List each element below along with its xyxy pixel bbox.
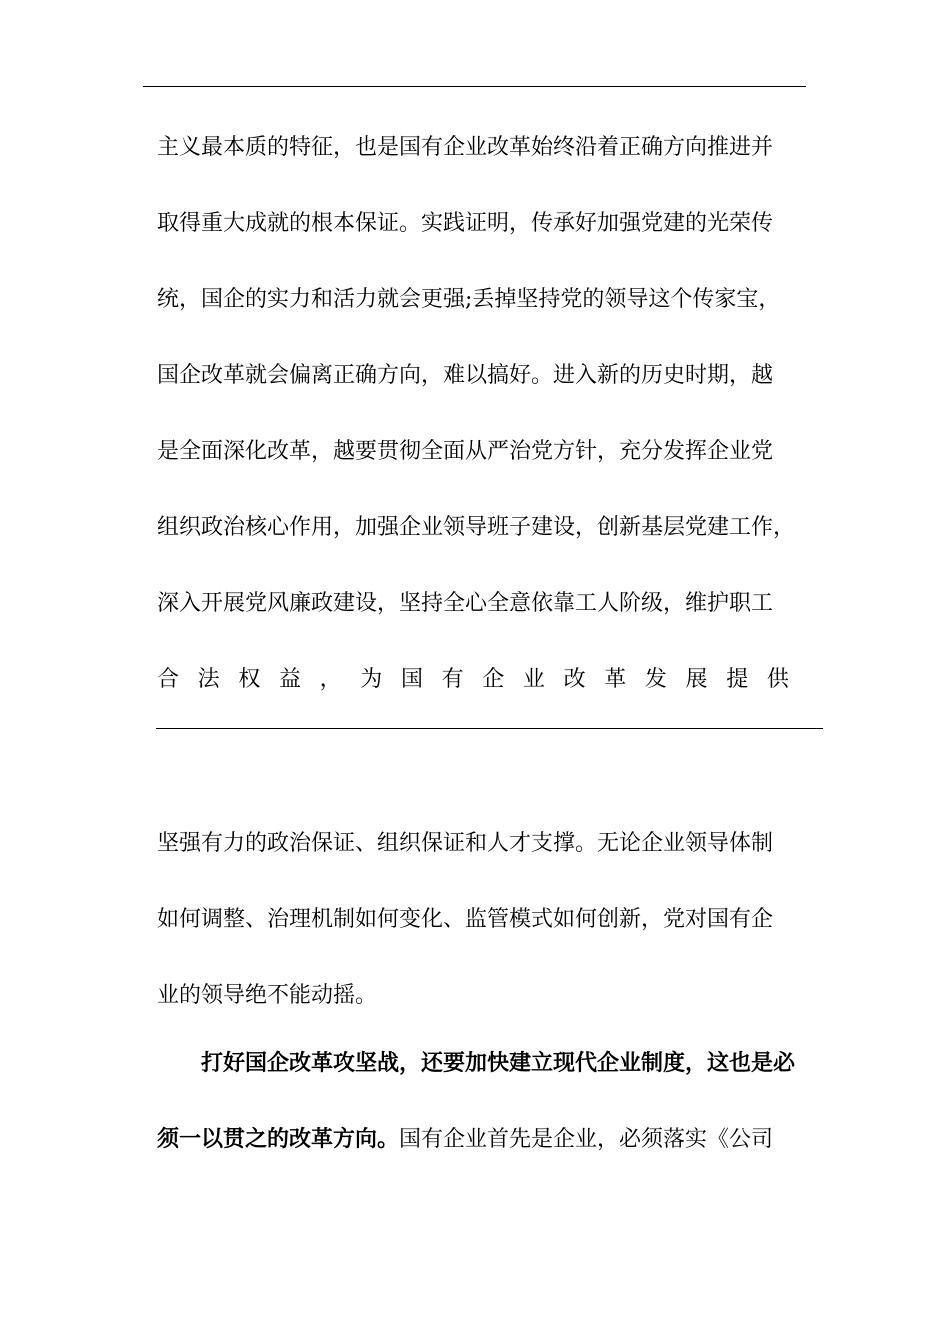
paragraph-line: 坚强有力的政治保证、组织保证和人才支撑。无论企业领导体制 bbox=[157, 831, 774, 856]
justified-char: 供 bbox=[766, 667, 789, 692]
justified-char: 革 bbox=[604, 667, 627, 692]
bold-lead-sentence: 打好国企改革攻坚战，还要加快建立现代企业制度，这也是必 bbox=[201, 1050, 796, 1076]
justified-char: 为 bbox=[360, 667, 383, 692]
paragraph-line: 业的领导绝不能动摇。 bbox=[157, 983, 378, 1008]
justified-char: 国 bbox=[400, 667, 423, 692]
paragraph-line: 深入开展党风廉政建设，坚持全心全意依靠工人阶级，维护职工 bbox=[157, 591, 774, 616]
paragraph-line: 是全面深化改革，越要贯彻全面从严治党方针，充分发挥企业党 bbox=[157, 439, 774, 464]
justified-char: 提 bbox=[726, 667, 749, 692]
paragraph-line: 国企改革就会偏离正确方向，难以搞好。进入新的历史时期，越 bbox=[157, 363, 774, 388]
paragraph-line: 如何调整、治理机制如何变化、监管模式如何创新，党对国有企 bbox=[157, 907, 774, 932]
paragraph-line bbox=[157, 1124, 773, 1155]
justified-char: 业 bbox=[522, 667, 545, 692]
paragraph-last-line bbox=[157, 665, 789, 695]
justified-char: 合 bbox=[157, 667, 180, 692]
justified-char: 有 bbox=[441, 667, 464, 692]
paragraph-line: 主义最本质的特征，也是国有企业改革始终沿着正确方向推进并 bbox=[157, 135, 774, 160]
justified-char: 企 bbox=[482, 667, 505, 692]
paragraph-line: 取得重大成就的根本保证。实践证明，传承好加强党建的光荣传 bbox=[157, 211, 774, 236]
footer-rule bbox=[156, 728, 823, 729]
justified-char: 展 bbox=[685, 667, 708, 692]
justified-char: 益 bbox=[278, 667, 301, 692]
justified-char: 发 bbox=[644, 667, 667, 692]
justified-char: ， bbox=[319, 667, 342, 692]
justified-char: 改 bbox=[563, 667, 586, 692]
bold-lead-sentence-end: 须一以贯之的改革方向。 bbox=[157, 1126, 400, 1152]
paragraph-text: 国有企业首先是企业，必须落实《公司 bbox=[399, 1127, 774, 1152]
header-rule bbox=[143, 86, 806, 87]
justified-char: 权 bbox=[238, 667, 261, 692]
justified-char: 法 bbox=[197, 667, 220, 692]
paragraph-line: 组织政治核心作用，加强企业领导班子建设，创新基层党建工作， bbox=[157, 515, 796, 540]
paragraph-line: 统，国企的实力和活力就会更强;丢掉坚持党的领导这个传家宝， bbox=[157, 287, 781, 312]
